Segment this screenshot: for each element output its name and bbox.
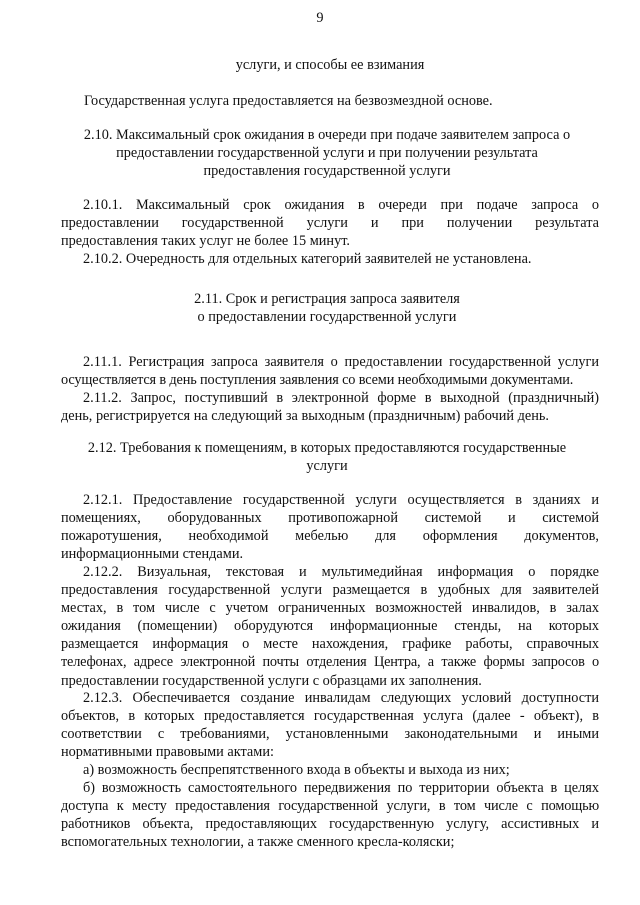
paragraph-line: 2.12.1. Предоставление государственной услуги осуществляется в зданиях и <box>83 492 599 508</box>
paragraph-line: объектов, в которых предоставляется государственная услуга (далее - объект), в <box>61 708 599 725</box>
paragraph-line: 2.10.2. Очередность для отдельных категорий заявителей не установлена. <box>83 251 532 267</box>
paragraph-line: предоставлении государственной услуги и при получении результата <box>61 215 599 232</box>
paragraph-2-11-2 <box>61 389 599 425</box>
paragraph-line: 2.12.3. Обеспечивается создание инвалидам следующих условий доступности <box>83 690 599 706</box>
paragraph-line: предоставления государственной услуги размещается в удобных для заявителей <box>61 582 599 599</box>
paragraph-line: доступа к месту предоставления государственной услуги, в том числе с помощью <box>61 798 599 815</box>
paragraph-line: день, регистрируется на следующий за выходным (праздничным) рабочий день. <box>61 408 549 425</box>
heading-2-12 <box>56 439 598 475</box>
heading-line: предоставления государственной услуги <box>203 163 451 180</box>
paragraph-2-12-3 <box>61 689 599 761</box>
paragraph-line: Государственная услуга предоставляется на безвозмездной основе. <box>84 93 493 109</box>
page-number: 9 <box>316 10 324 26</box>
paragraph-line: пожаротушения, необходимой мебелью для оформления документов, <box>61 528 599 545</box>
heading-line: о предоставлении государственной услуги <box>197 309 457 326</box>
paragraph-line: 2.12.2. Визуальная, текстовая и мультимедийная информация о порядке <box>83 564 599 580</box>
paragraph-line: а) возможность беспрепятственного входа в объекты и выхода из них; <box>83 762 510 778</box>
paragraph-free-service <box>84 92 604 110</box>
paragraph-line: предоставлении государственной услуги с образцами их заполнения. <box>61 672 482 689</box>
paragraph-line: 2.11.1. Регистрация запроса заявителя о предоставлении государственной услуги <box>83 354 599 370</box>
paragraph-2-11-1 <box>61 353 599 389</box>
paragraph-line: 2.10.1. Максимальный срок ожидания в очереди при подаче запроса о <box>83 197 599 213</box>
heading-line: 2.11. Срок и регистрация запроса заявителя <box>194 291 460 307</box>
paragraph-line: нормативными правовыми актами: <box>61 744 274 761</box>
paragraph-line: 2.11.2. Запрос, поступивший в электронной форме в выходной (праздничный) <box>83 390 599 406</box>
paragraph-line: местах, в том числе с учетом ограниченных возможностей инвалидов, в залах <box>61 600 599 617</box>
list-item-a <box>61 761 599 779</box>
paragraph-line: осуществляется в день поступления заявления со всеми необходимыми документами. <box>61 372 574 389</box>
paragraph-line: информационными стендами. <box>61 546 244 563</box>
heading-line: услуги <box>306 458 348 475</box>
heading-line: 2.12. Требования к помещениям, в которых предоставляются государственные <box>87 440 567 456</box>
paragraph-line: телефонах, адресе электронной почты отделения Центра, а также формы запросов о <box>61 654 599 671</box>
paragraph-line: предоставления таких услуг не более 15 минут. <box>61 233 350 250</box>
paragraph-2-12-1 <box>61 491 599 563</box>
paragraph-2-10-2 <box>61 250 599 268</box>
heading-2-11 <box>56 290 598 326</box>
paragraph-line: размещается информация о месте нахождения, графике работы, справочных <box>61 636 599 653</box>
paragraph-2-12-2 <box>61 563 599 690</box>
paragraph-line: б) возможность самостоятельного передвижения по территории объекта в целях <box>83 780 599 796</box>
section-heading-tail <box>61 56 599 74</box>
heading-line: 2.10. Максимальный срок ожидания в очереди при подаче заявителем запроса о <box>83 127 571 143</box>
paragraph-line: работников объекта, предоставляющих государственную услугу, ассистивных и <box>61 816 599 833</box>
heading-2-10 <box>56 126 598 180</box>
heading-line: предоставлении государственной услуги и при получении результата <box>116 145 538 162</box>
paragraph-line: вспомогательных технологии, а также сменного кресла-коляски; <box>61 834 455 851</box>
paragraph-line: соответствии с требованиями, установленными законодательными и иными <box>61 726 599 743</box>
heading-line: услуги, и способы ее взимания <box>235 57 425 73</box>
list-item-b <box>61 779 599 851</box>
paragraph-line: ожидания (помещении) оборудуются информационные стенды, на которых <box>61 618 599 635</box>
paragraph-2-10-1 <box>61 196 599 250</box>
paragraph-line: помещениях, оборудованных противопожарной системой и системой <box>61 510 599 527</box>
